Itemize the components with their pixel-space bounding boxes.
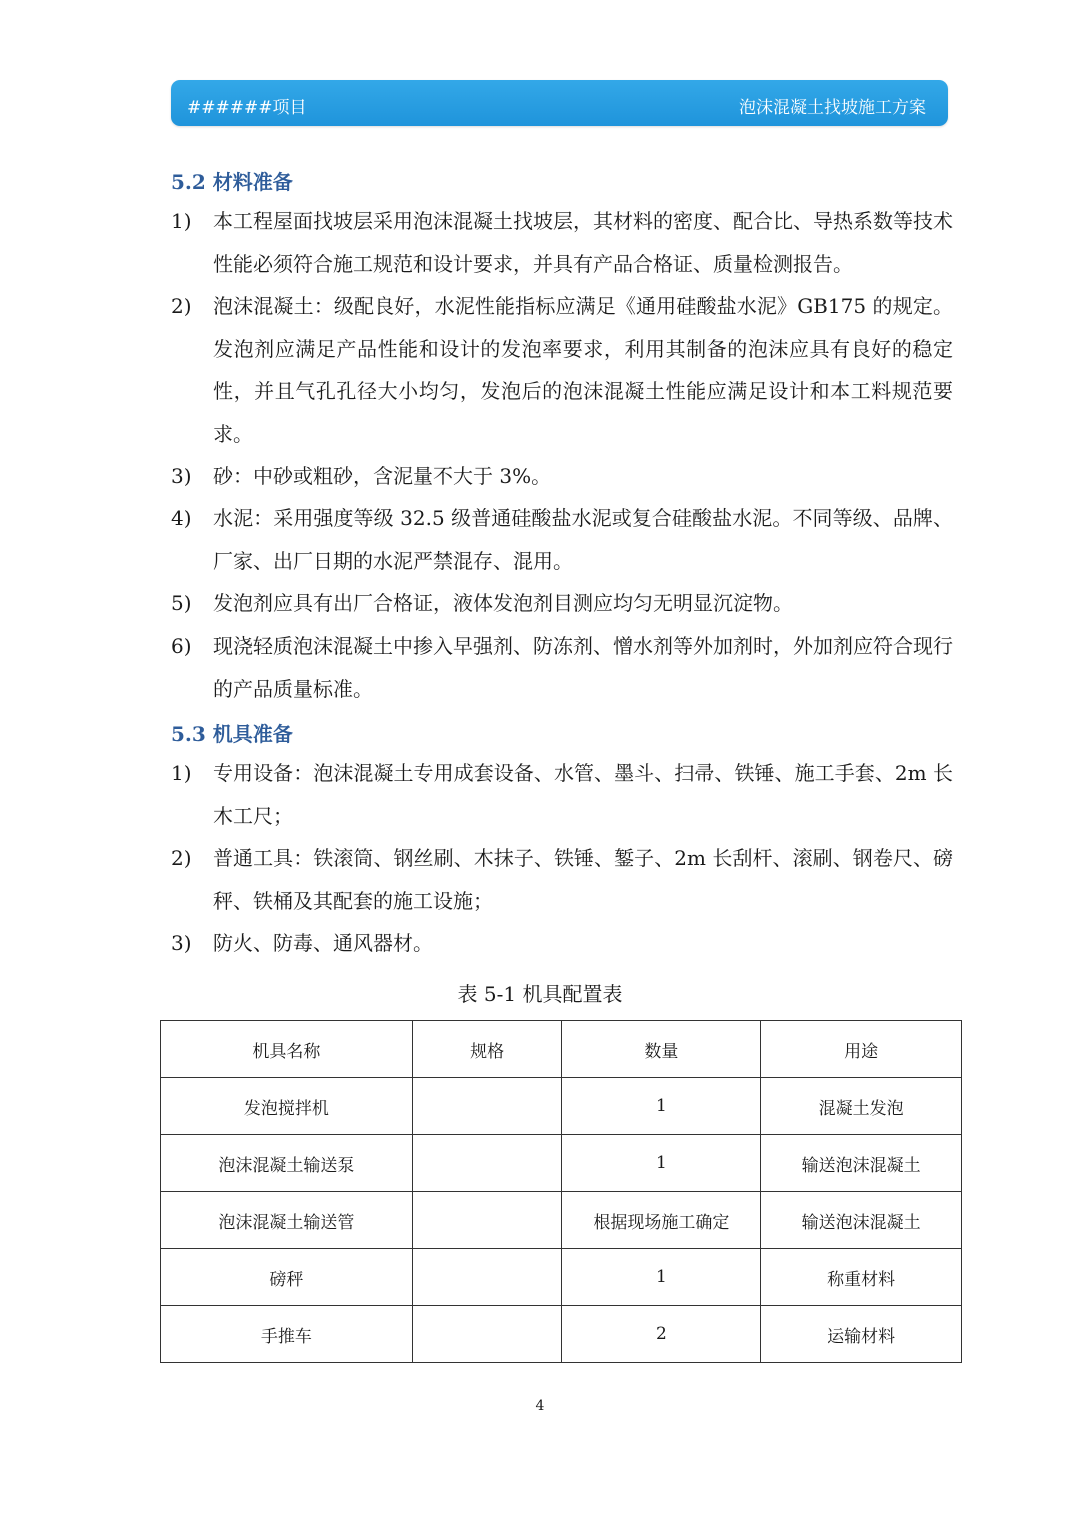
list-item (171, 497, 956, 583)
table-cell: 发泡搅拌机 (161, 1078, 413, 1135)
list-item (171, 625, 956, 711)
table-row (161, 1306, 962, 1363)
table-header-cell: 用途 (761, 1021, 962, 1078)
list-item (171, 922, 956, 965)
table-cell: 磅秤 (161, 1249, 413, 1306)
table-cell (412, 1192, 562, 1249)
table-cell: 泡沫混凝土输送管 (161, 1192, 413, 1249)
table-header-cell: 规格 (412, 1021, 562, 1078)
list-item-text: 现浇轻质泡沫混凝土中掺入早强剂、防冻剂、憎水剂等外加剂时，外加剂应符合现行的产品质量标准。 (213, 634, 953, 701)
list-item-number: 2) (171, 846, 192, 870)
table-row (161, 1192, 962, 1249)
section-title-materials: 5.2 材料准备 (171, 170, 293, 194)
table-cell: 手推车 (161, 1306, 413, 1363)
table-cell: 输送泡沫混凝土 (761, 1135, 962, 1192)
table-header-row (161, 1021, 962, 1078)
table-cell: 泡沫混凝土输送泵 (161, 1135, 413, 1192)
table-cell: 1 (562, 1249, 761, 1306)
table-cell: 2 (562, 1306, 761, 1363)
list-item-number: 2) (171, 294, 192, 318)
list-item-text: 水泥：采用强度等级 32.5 级普通硅酸盐水泥或复合硅酸盐水泥。不同等级、品牌、厂家、出厂日期的水泥严禁混存、混用。 (213, 506, 953, 573)
list-item (171, 752, 956, 838)
section-title-equipment: 5.3 机具准备 (171, 722, 293, 746)
list-item-text: 泡沫混凝土：级配良好，水泥性能指标应满足《通用硅酸盐水泥》GB175 的规定。发泡剂应满足产品性能和设计的发泡率要求，利用其制备的泡沫应具有良好的稳定性，并且气孔孔径大小均匀，发泡后的泡沫混凝土性能应满足设计和本工料规范要求。 (213, 294, 953, 446)
equipment-table (160, 1020, 962, 1363)
table-caption: 表 5-1 机具配置表 (457, 982, 623, 1006)
table-cell: 输送泡沫混凝土 (761, 1192, 962, 1249)
header-project-name: ######项目 (187, 98, 307, 118)
table-cell: 1 (562, 1135, 761, 1192)
list-item-text: 专用设备：泡沫混凝土专用成套设备、水管、墨斗、扫帚、铁锤、施工手套、2m 长木工尺； (213, 761, 953, 828)
table-cell (412, 1135, 562, 1192)
list-item-text: 普通工具：铁滚筒、钢丝刷、木抹子、铁锤、錾子、2m 长刮杆、滚刷、钢卷尺、磅秤、铁桶及其配套的施工设施； (213, 846, 953, 913)
list-item (171, 582, 956, 625)
header-document-title: 泡沫混凝土找坡施工方案 (739, 98, 926, 118)
table-header-cell: 机具名称 (161, 1021, 413, 1078)
table-cell: 根据现场施工确定 (562, 1192, 761, 1249)
list-item (171, 837, 956, 923)
list-item-text: 防火、防毒、通风器材。 (213, 931, 433, 955)
list-item-number: 5) (171, 591, 192, 615)
table-cell: 1 (562, 1078, 761, 1135)
table-row (161, 1135, 962, 1192)
list-item-number: 3) (171, 931, 192, 955)
table-row (161, 1249, 962, 1306)
table-row (161, 1078, 962, 1135)
table-cell: 称重材料 (761, 1249, 962, 1306)
table-cell (412, 1306, 562, 1363)
list-item-number: 3) (171, 464, 192, 488)
table-cell: 混凝土发泡 (761, 1078, 962, 1135)
list-item (171, 455, 956, 498)
list-item-text: 砂：中砂或粗砂，含泥量不大于 3%。 (213, 464, 552, 488)
list-item-number: 1) (171, 209, 192, 233)
table-cell (412, 1249, 562, 1306)
list-item-number: 6) (171, 634, 192, 658)
page-header (171, 80, 948, 126)
table-cell: 运输材料 (761, 1306, 962, 1363)
page-number: 4 (535, 1398, 545, 1414)
list-item-text: 本工程屋面找坡层采用泡沫混凝土找坡层，其材料的密度、配合比、导热系数等技术性能必须符合施工规范和设计要求，并具有产品合格证、质量检测报告。 (213, 209, 953, 276)
table-cell (412, 1078, 562, 1135)
list-item (171, 285, 956, 455)
list-item-text: 发泡剂应具有出厂合格证，液体发泡剂目测应均匀无明显沉淀物。 (213, 591, 793, 615)
table-header-cell: 数量 (562, 1021, 761, 1078)
list-item-number: 4) (171, 506, 192, 530)
list-item-number: 1) (171, 761, 192, 785)
list-item (171, 200, 956, 286)
